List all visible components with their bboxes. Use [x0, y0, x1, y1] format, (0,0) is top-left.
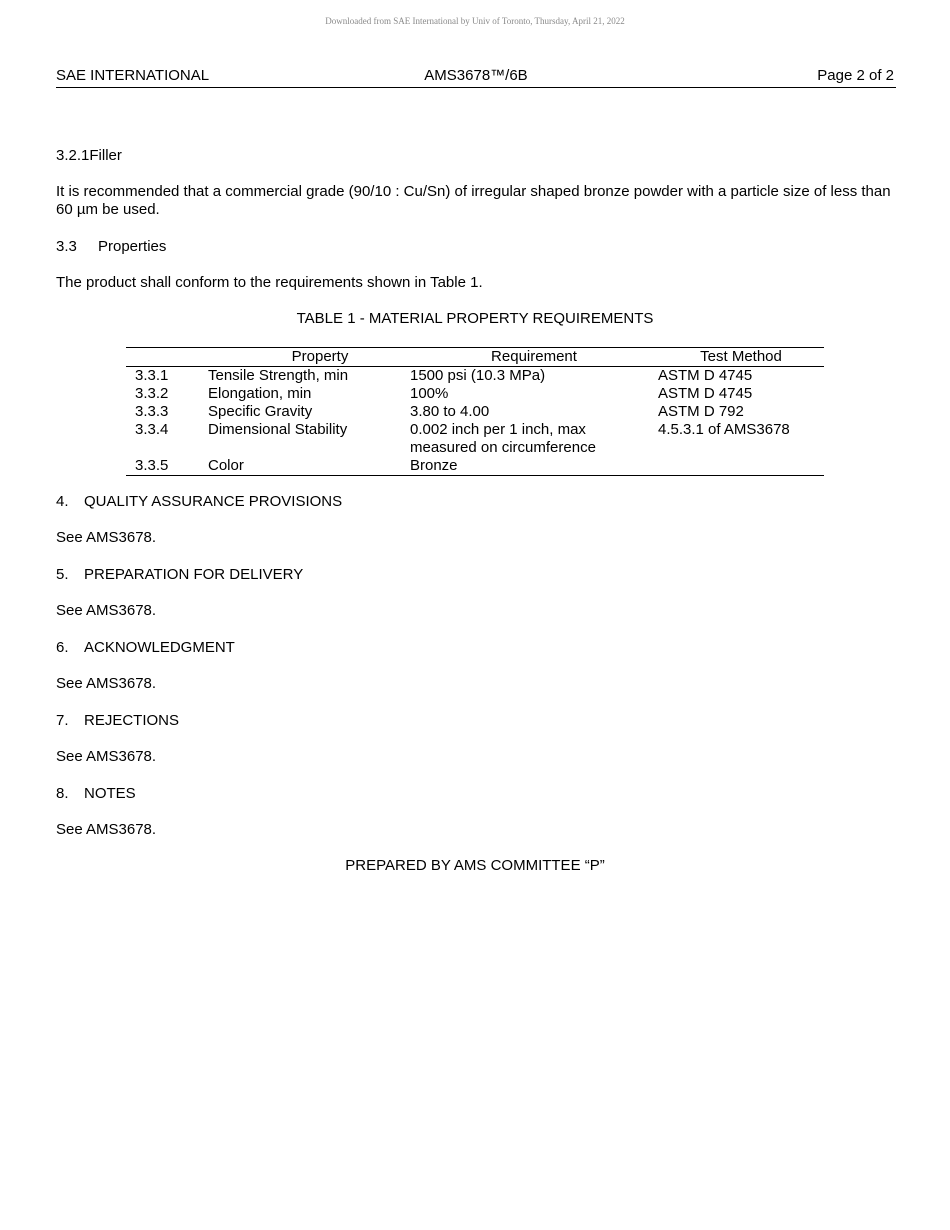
row-requirement-line1: 0.002 inch per 1 inch, max	[410, 421, 586, 438]
filler-heading: 3.2.1Filler	[56, 147, 122, 164]
section-title: NOTES	[84, 785, 136, 802]
section-heading-preparation	[56, 566, 896, 584]
table-row	[126, 367, 824, 386]
properties-paragraph: The product shall conform to the requirements shown in Table 1.	[56, 274, 483, 291]
row-property: Color	[208, 457, 410, 476]
section-text-rejections: See AMS3678.	[56, 748, 157, 765]
row-requirement: 100%	[410, 385, 449, 402]
page-header	[56, 67, 896, 88]
row-property: Specific Gravity	[208, 403, 313, 420]
section-number: 8.	[56, 785, 69, 802]
header-page-number: Page 2 of 2	[817, 67, 894, 84]
row-number: 3.3.3	[135, 403, 169, 420]
section-number: 4.	[56, 493, 69, 510]
row-property: Tensile Strength, min	[208, 367, 349, 384]
table-title: TABLE 1 - MATERIAL PROPERTY REQUIREMENTS	[296, 310, 654, 327]
row-property: Dimensional Stability	[208, 421, 348, 438]
section-text-preparation: See AMS3678.	[56, 602, 157, 619]
table-row	[126, 421, 824, 457]
table-row	[126, 403, 824, 421]
section-text-acknowledgment: See AMS3678.	[56, 675, 157, 692]
row-number: 3.3.2	[135, 385, 169, 402]
properties-heading-title: Properties	[98, 238, 167, 255]
row-requirement: 3.80 to 4.00	[410, 403, 490, 420]
properties-heading	[56, 238, 896, 256]
section-heading-rejections	[56, 712, 896, 730]
section-heading-quality-assurance	[56, 493, 896, 511]
row-requirement	[410, 421, 658, 457]
row-requirement-line2: measured on circumference	[410, 439, 596, 456]
header-test-method: Test Method	[658, 348, 824, 367]
material-property-table	[126, 347, 824, 476]
section-text-quality-assurance: See AMS3678.	[56, 529, 157, 546]
header-org: SAE INTERNATIONAL	[56, 67, 210, 84]
row-test-method: ASTM D 4745	[658, 385, 753, 402]
header-doc-id: AMS3678™/6B	[424, 67, 528, 84]
properties-heading-number: 3.3	[56, 238, 77, 255]
row-test-method: 4.5.3.1 of AMS3678	[658, 421, 790, 438]
row-number: 3.3.1	[135, 367, 169, 384]
section-number: 5.	[56, 566, 69, 583]
section-title: ACKNOWLEDGMENT	[84, 639, 235, 656]
section-heading-notes	[56, 785, 896, 803]
section-number: 6.	[56, 639, 69, 656]
section-title: REJECTIONS	[84, 712, 180, 729]
section-number: 7.	[56, 712, 69, 729]
row-property: Elongation, min	[208, 385, 312, 402]
table-row	[126, 385, 824, 403]
header-property: Property	[126, 348, 410, 367]
section-title: QUALITY ASSURANCE PROVISIONS	[84, 493, 343, 510]
row-requirement: 1500 psi (10.3 MPa)	[410, 367, 546, 384]
row-test-method	[658, 457, 824, 476]
header-requirement: Requirement	[410, 348, 658, 367]
table-header-row	[126, 348, 824, 367]
section-title: PREPARATION FOR DELIVERY	[84, 566, 304, 583]
row-test-method: ASTM D 792	[658, 403, 744, 420]
row-test-method: ASTM D 4745	[658, 367, 753, 384]
filler-paragraph: It is recommended that a commercial grade (90/10 : Cu/Sn) of irregular shaped bronze powder with a particle size of less than 60 µm be used.	[56, 183, 891, 218]
row-requirement: Bronze	[410, 457, 658, 476]
section-text-notes: See AMS3678.	[56, 821, 157, 838]
row-number: 3.3.5	[126, 457, 208, 476]
section-heading-acknowledgment	[56, 639, 896, 657]
download-watermark: Downloaded from SAE International by Univ of Toronto, Thursday, April 21, 2022	[325, 16, 625, 26]
prepared-by-line: PREPARED BY AMS COMMITTEE “P”	[345, 857, 605, 874]
table-row	[126, 457, 824, 476]
row-number: 3.3.4	[135, 421, 169, 438]
